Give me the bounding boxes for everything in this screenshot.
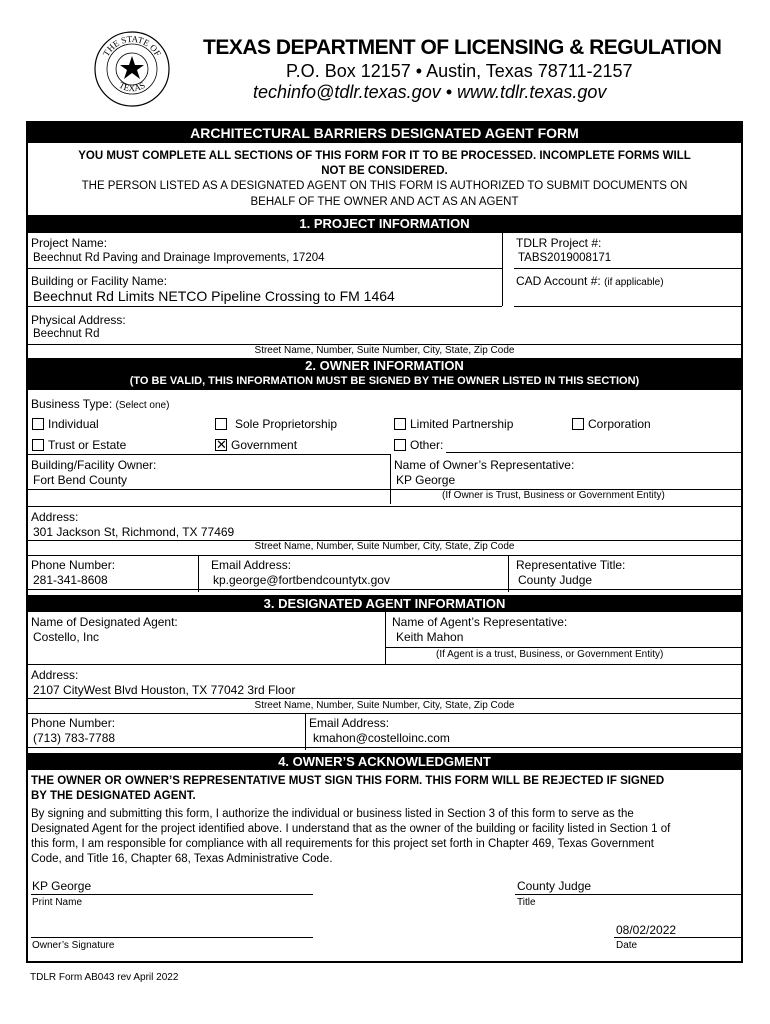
print-name-label: Print Name [32, 897, 83, 908]
owner-label: Building/Facility Owner: [31, 458, 157, 472]
facility-name-label: Building or Facility Name: [31, 274, 168, 288]
warning-line-2: BY THE DESIGNATED AGENT. [31, 790, 196, 802]
individual-option-label: Individual [48, 417, 99, 431]
owner-phone-label: Phone Number: [31, 558, 116, 572]
section-1-header: 1. PROJECT INFORMATION [28, 215, 741, 233]
print-name-field[interactable]: KP George [32, 879, 92, 893]
section-3-header: 3. DESIGNATED AGENT INFORMATION [28, 595, 741, 612]
title-field[interactable]: County Judge [517, 879, 592, 893]
agent-phone-label: Phone Number: [31, 716, 116, 730]
agent-email-field[interactable]: kmahon@costelloinc.com [313, 731, 450, 745]
agent-field[interactable]: Costello, Inc [33, 630, 100, 644]
ack-text-line-4: Code, and Title 16, Chapter 68, Texas Administrative Code. [31, 853, 333, 865]
section-2-subtitle: (TO BE VALID, THIS INFORMATION MUST BE SIGNED BY THE OWNER LISTED IN THIS SECTION) [129, 375, 640, 387]
date-field[interactable]: 08/02/2022 [616, 923, 677, 937]
limited-partnership-checkbox[interactable] [394, 418, 406, 430]
business-type-note: (Select one) [115, 400, 170, 411]
agent-address-hint: Street Name, Number, Suite Number, City, State, Zip Code [254, 700, 515, 711]
title-label: Title [517, 897, 536, 908]
owner-signature-label: Owner’s Signature [32, 940, 115, 951]
intro-line-2: BEHALF OF THE OWNER AND ACT AS AN AGENT [250, 196, 519, 208]
rep-title-field[interactable]: County Judge [518, 573, 593, 587]
agent-phone-field[interactable]: (713) 783-7788 [33, 731, 116, 745]
tdlr-project-field[interactable]: TABS2019008171 [518, 252, 612, 264]
ack-text-line-1: By signing and submitting this form, I authorize the individual or business listed in Section 3 of this form to serve as the [31, 808, 634, 820]
section-2-header [28, 358, 741, 390]
agent-address-label: Address: [31, 668, 79, 682]
corporation-checkbox[interactable] [572, 418, 584, 430]
sole-proprietorship-checkbox[interactable] [215, 418, 227, 430]
other-option-label: Other: [410, 438, 444, 452]
owner-field[interactable]: Fort Bend County [33, 473, 128, 487]
svg-text:THE STATE OF [101, 34, 163, 58]
project-name-label: Project Name: [31, 236, 108, 250]
limited-partnership-option-label: Limited Partnership [410, 417, 514, 431]
owner-email-field[interactable]: kp.george@fortbendcountytx.gov [213, 573, 390, 587]
ack-text-line-3: this form, I am responsible for compliance with all requirements for this project set forth in Chapter 469, Texas Government [31, 838, 654, 850]
agent-label: Name of Designated Agent: [31, 615, 178, 629]
intro-line-1: THE PERSON LISTED AS A DESIGNATED AGENT ON THIS FORM IS AUTHORIZED TO SUBMIT DOCUMENTS ON [81, 180, 688, 192]
physical-address-hint: Street Name, Number, Suite Number, City, State, Zip Code [254, 345, 515, 356]
agency-address: P.O. Box 12157 • Austin, Texas 78711-2157 [286, 61, 633, 81]
section-4-header: 4. OWNER’S ACKNOWLEDGMENT [28, 753, 741, 770]
intro-bold-line-1: YOU MUST COMPLETE ALL SECTIONS OF THIS FORM FOR IT TO BE PROCESSED. INCOMPLETE FORMS WILL [78, 150, 691, 162]
individual-checkbox[interactable] [32, 418, 44, 430]
project-name-field[interactable]: Beechnut Rd Paving and Drainage Improvements, 17204 [33, 252, 325, 264]
agent-rep-hint: (If Agent is a trust, Business, or Government Entity) [436, 649, 664, 660]
facility-name-field[interactable]: Beechnut Rd Limits NETCO Pipeline Crossing to FM 1464 [33, 288, 395, 304]
government-option-label: Government [231, 438, 298, 452]
form-footer: TDLR Form AB043 rev April 2022 [30, 972, 179, 983]
owner-address-hint: Street Name, Number, Suite Number, City, State, Zip Code [254, 541, 515, 552]
form-title: ARCHITECTURAL BARRIERS DESIGNATED AGENT FORM [28, 123, 741, 143]
cad-account-label: CAD Account #: (if applicable) [516, 274, 664, 288]
physical-address-label: Physical Address: [31, 313, 126, 327]
tdlr-project-label: TDLR Project #: [516, 236, 602, 250]
agent-address-field[interactable]: 2107 CityWest Blvd Houston, TX 77042 3rd Floor [33, 683, 296, 697]
sole-proprietorship-option-label: Sole Proprietorship [235, 417, 338, 431]
owner-address-label: Address: [31, 510, 79, 524]
agent-rep-label: Name of Agent’s Representative: [392, 615, 568, 629]
ack-text-line-2: Designated Agent for the project identified above. I understand that as the owner of the building or facility listed in Section 1 of [31, 823, 671, 835]
owner-signature-field[interactable] [31, 937, 313, 938]
rep-title-label: Representative Title: [516, 558, 626, 572]
government-checkbox[interactable]: ✕ [216, 437, 227, 452]
seal-bottom-text: TEXAS [117, 79, 147, 94]
agent-email-label: Email Address: [309, 716, 390, 730]
svg-text:TEXAS [117, 80, 146, 93]
agent-rep-field[interactable]: Keith Mahon [396, 630, 464, 644]
texas-seal-icon [93, 30, 171, 108]
trust-estate-checkbox[interactable] [32, 439, 44, 451]
owner-rep-hint: (If Owner is Trust, Business or Government Entity) [442, 490, 665, 501]
agency-name: TEXAS DEPARTMENT OF LICENSING & REGULATION [203, 36, 722, 59]
corporation-option-label: Corporation [588, 417, 651, 431]
designated-agent-form [26, 121, 743, 963]
other-checkbox[interactable] [394, 439, 406, 451]
owner-address-field[interactable]: 301 Jackson St, Richmond, TX 77469 [33, 525, 235, 539]
owner-rep-label: Name of Owner’s Representative: [394, 458, 575, 472]
seal-top-text: THE STATE OF [100, 33, 164, 59]
date-label: Date [616, 940, 638, 951]
agency-contact: techinfo@tdlr.texas.gov • www.tdlr.texas.gov [253, 82, 607, 102]
trust-estate-option-label: Trust or Estate [48, 438, 127, 452]
warning-line-1: THE OWNER OR OWNER’S REPRESENTATIVE MUST SIGN THIS FORM. THIS FORM WILL BE REJECTED IF SIGNED [31, 775, 665, 787]
business-type-label: Business Type: (Select one) [31, 397, 170, 411]
owner-phone-field[interactable]: 281-341-8608 [33, 573, 108, 587]
owner-rep-field[interactable]: KP George [396, 473, 456, 487]
physical-address-field[interactable]: Beechnut Rd [33, 328, 100, 340]
section-2-title: 2. OWNER INFORMATION [305, 358, 464, 373]
cad-account-note: (if applicable) [604, 277, 664, 288]
intro-bold-line-2: NOT BE CONSIDERED. [321, 165, 448, 177]
owner-email-label: Email Address: [211, 558, 292, 572]
other-field[interactable] [446, 452, 741, 453]
